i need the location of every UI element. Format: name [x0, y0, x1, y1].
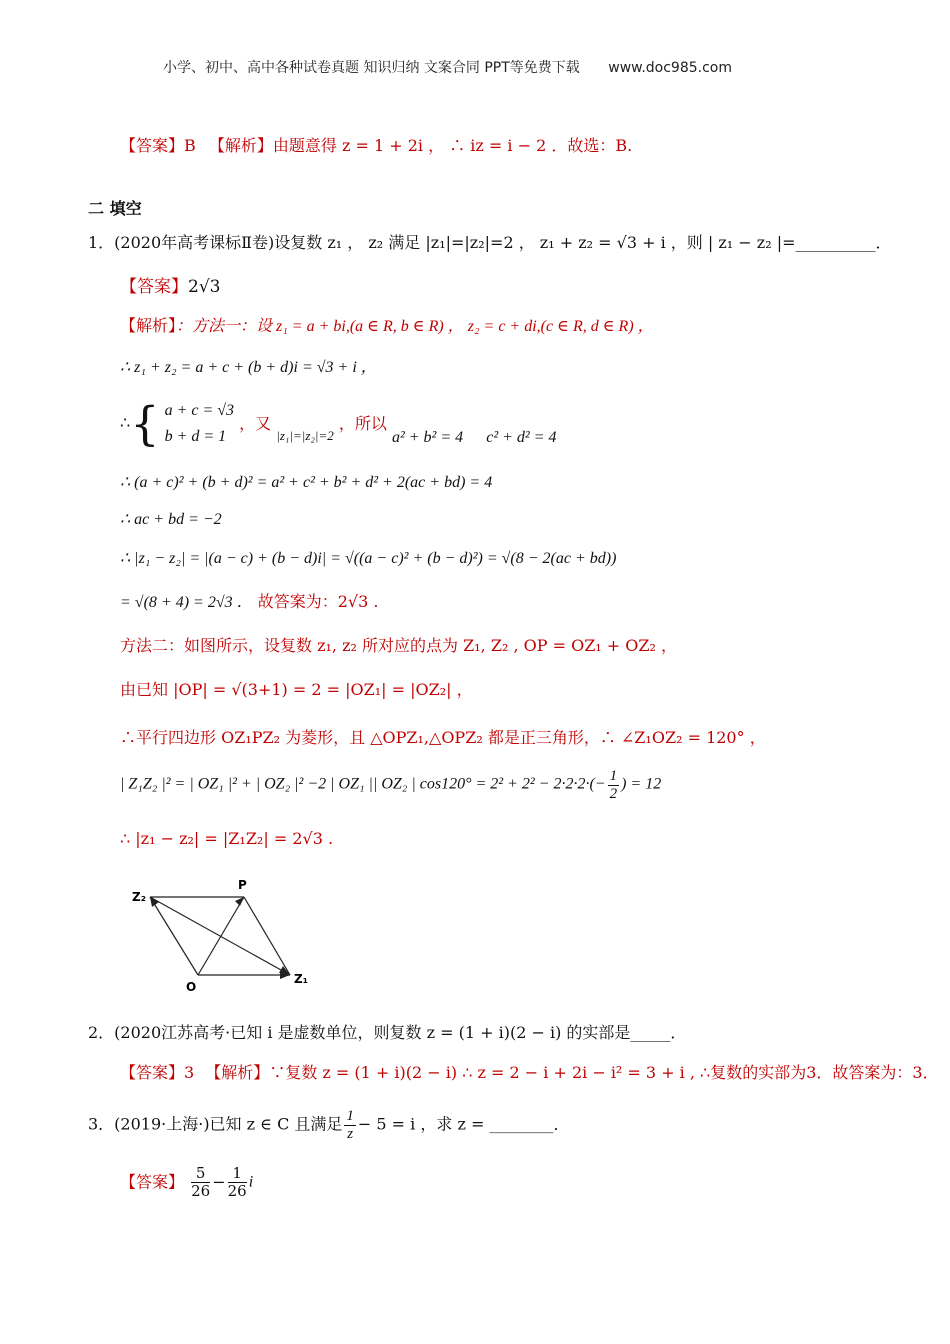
system-eq2: c² + d² = 4: [486, 429, 557, 447]
q3-stem-b: − 5 = i ，求 z = ________．: [357, 1114, 570, 1134]
system-eq1: a² + b² = 4: [391, 429, 464, 447]
section-title: 二 填空: [88, 199, 142, 218]
frac-num: 1: [609, 768, 618, 784]
q1-line3: ∴ ac + bd = −2: [120, 511, 222, 528]
analysis-tag: 【解析】: [208, 136, 273, 155]
q3-answer-line: [120, 1165, 253, 1199]
q1-method2-c: ∴平行四边形 OZ₁PZ₂ 为菱形，且 △OPZ₁,△OPZ₂ 都是正三角形，∴ ∠Z₁OZ₂ = 120° ，: [120, 728, 766, 747]
header-text: 小学、初中、高中各种试卷真题 知识归纳 文案合同 PPT等免费下载: [163, 60, 580, 76]
system-top: a + c = √3: [164, 402, 235, 419]
q1-method1-intro: [120, 316, 654, 336]
frac-num: 1: [346, 1108, 354, 1124]
q1-answer-line: [120, 277, 220, 297]
line5-math: = √(8 + 4) = 2√3 ．: [120, 594, 253, 611]
system-cond: |z₁|=|z₂|=2: [276, 428, 334, 444]
analysis-tag: 【解析】: [120, 316, 177, 335]
method2-d-right: ) = 12: [621, 775, 662, 793]
q1-method2-e: ∴ |z₁ − z₂| = |Z₁Z₂| = 2√3 .: [120, 829, 334, 848]
label-z2: Z₂: [132, 890, 146, 904]
label-z1: Z₁: [294, 972, 308, 986]
label-o: O: [186, 980, 197, 994]
answer-tag: 【答案】: [120, 1063, 185, 1082]
answer-value: 3: [184, 1063, 195, 1082]
analysis-text: ∵复数 z = (1 + i)(2 − i) ∴ z = 2 − i + 2i − i² = 3 + i , ∴复数的实部为3．故答案为：3．: [269, 1063, 939, 1082]
method1-text: ：方法一：设 z₁ = a + bi,(a ∈ R, b ∈ R) ， z₂ = c + di,(c ∈ R, d ∈ R) ，: [176, 318, 654, 335]
page-header: [163, 60, 732, 77]
system-also: ，又: [239, 414, 272, 433]
diag-z2-z1: [150, 897, 290, 975]
q1-line4: ∴ |z₁ − z₂| = |(a − c) + (b − d)i| = √((a − c)² + (b − d)²) = √(8 − 2(ac + bd)): [120, 550, 617, 567]
arrow-z2: [150, 897, 159, 907]
fraction-1-26: [228, 1165, 247, 1199]
q1-method2-d: [120, 768, 661, 802]
q1-method2-b: 由已知 |OP| = √(3+1) = 2 = |OZ₁| = |OZ₂| ，: [120, 680, 473, 699]
answer-tag: 【答案】: [120, 136, 185, 155]
q1-method2: 方法二：如图所示，设复数 z₁, z₂ 所对应的点为 Z₁, Z₂ , OP = OZ₁ + OZ₂ ，: [120, 636, 678, 655]
q2-answer-line: [120, 1063, 939, 1082]
prev-answer-line: [120, 136, 632, 155]
edge-z1-p: [244, 897, 290, 975]
fraction-one-over-z: [344, 1108, 356, 1142]
minus-sign: −: [212, 1172, 226, 1192]
edge-o-z2: [150, 897, 198, 975]
answer-tag: 【答案】: [120, 277, 188, 297]
brace-glyph: {: [130, 396, 160, 451]
frac-num: 5: [191, 1165, 210, 1183]
parallelogram-figure: [128, 875, 313, 995]
q3-stem: [88, 1108, 569, 1142]
answer-value: 2√3: [188, 277, 221, 297]
q1-line1: ∴ z₁ + z₂ = a + c + (b + d)i = √3 + i ，: [120, 359, 377, 376]
analysis-text: 由题意得 z = 1 + 2i ， ∴ iz = i − 2 ．故选：B.: [272, 136, 633, 155]
frac-den: z: [347, 1125, 354, 1142]
q3-stem-a: 3．(2019·上海·)已知 z ∈ C 且满足: [88, 1114, 343, 1134]
q1-line5: [120, 592, 378, 612]
answer-tag: 【答案】: [120, 1172, 185, 1192]
q1-system: ∴{ a + c = √3 b + d = 1 ，又 $_{|z_1|=|z_2|=2}$ ，所以 a² + b² = 4 c² + d² = 4: [120, 396, 557, 451]
fraction-half: [608, 768, 620, 802]
system-so: ，所以: [338, 414, 387, 433]
arrow-p: [235, 897, 244, 906]
header-url[interactable]: www.doc985.com: [608, 60, 732, 76]
fraction-5-26: [191, 1165, 210, 1199]
analysis-tag: 【解析】: [205, 1063, 270, 1082]
label-p: P: [238, 878, 247, 892]
imaginary-unit: i: [248, 1173, 254, 1191]
line5-conclusion: 故答案为：2√3 .: [257, 592, 379, 611]
frac-den: 2: [609, 785, 618, 802]
answer-value: B: [184, 136, 196, 155]
frac-den: 26: [227, 1181, 247, 1200]
system-bottom: b + d = 1: [164, 427, 227, 445]
frac-num: 1: [228, 1165, 247, 1183]
frac-den: 26: [191, 1181, 211, 1200]
method2-d-left: | Z₁Z₂ |² = | OZ₁ |² + | OZ₂ |² −2 | OZ₁ || OZ₂ | cos120° = 2² + 2² − 2·2·2·(−: [120, 775, 606, 793]
q1-line2: ∴ (a + c)² + (b + d)² = a² + c² + b² + d² + 2(ac + bd) = 4: [120, 474, 493, 491]
q2-stem: 2．(2020江苏高考·已知 i 是虚数单位，则复数 z = (1 + i)(2 − i) 的实部是_____．: [88, 1023, 687, 1042]
q1-stem: 1．(2020年高考课标Ⅱ卷)设复数 z₁ ， z₂ 满足 |z₁|=|z₂|=2 ， z₁ + z₂ = √3 + i ，则 | z₁ − z₂ |=__________．: [88, 233, 892, 252]
